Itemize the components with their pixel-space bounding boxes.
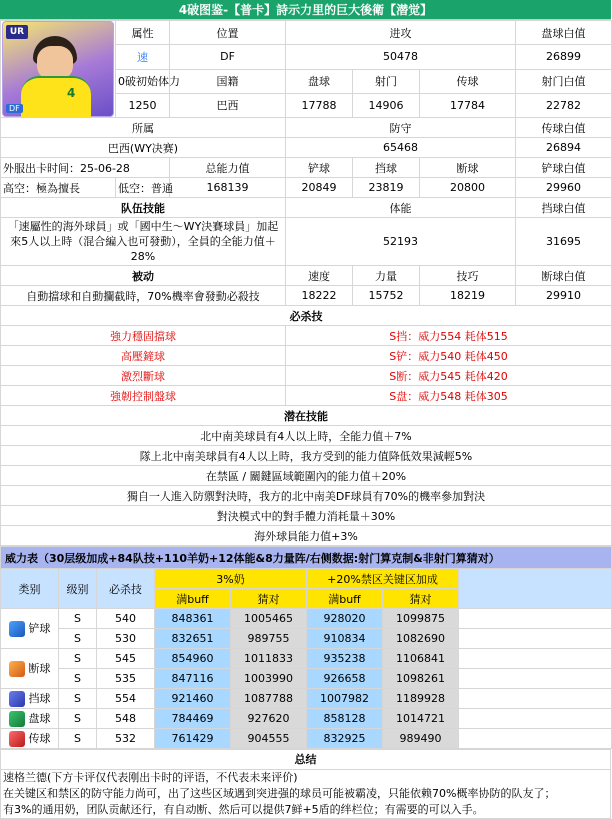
dribble-icon xyxy=(9,711,25,727)
sub-guess: 猜对 xyxy=(383,589,459,609)
tackle-value: 20849 xyxy=(286,178,353,198)
special-stat: S盘：威力548 耗体305 xyxy=(286,386,612,406)
dribble-value: 17788 xyxy=(286,93,353,117)
shoot-value: 14906 xyxy=(353,93,420,117)
special-name: 激烈斷球 xyxy=(1,366,286,386)
nation-value: 巴西 xyxy=(170,93,286,117)
row-v4: 1189928 xyxy=(383,689,459,709)
technique-value: 18219 xyxy=(420,286,516,306)
pass-white-value: 26894 xyxy=(516,138,612,158)
summary-text xyxy=(1,770,611,819)
high-ball: 高空：極為擅長 xyxy=(1,178,116,198)
pass-value: 17784 xyxy=(420,93,516,117)
progress-label: 进攻 xyxy=(286,21,516,45)
pos-label: 位置 xyxy=(170,21,286,45)
latent-item: 海外球員能力值+3% xyxy=(1,526,612,546)
row-empty xyxy=(459,629,612,649)
special-stat: S铲：威力540 耗体450 xyxy=(286,346,612,366)
dribble-white-value: 26899 xyxy=(516,45,612,69)
row-v3: 935238 xyxy=(307,649,383,669)
row-type xyxy=(1,609,59,649)
row-type xyxy=(1,649,59,689)
row-type xyxy=(1,709,59,729)
technique-label: 技巧 xyxy=(420,266,516,286)
row-v4: 1106841 xyxy=(383,649,459,669)
pos-value: DF xyxy=(170,45,286,69)
release-date xyxy=(1,158,170,178)
tackle-white-value: 29960 xyxy=(516,178,612,198)
special-name: 高壓鏟球 xyxy=(1,346,286,366)
summary-table xyxy=(0,749,611,819)
row-level: S xyxy=(59,649,97,669)
col-type: 类别 xyxy=(1,569,59,609)
shoot-label: 射门 xyxy=(353,69,420,93)
speed-value: 18222 xyxy=(286,286,353,306)
row-empty xyxy=(459,669,612,689)
latent-item: 北中南美球員有4人以上時，全能力值＋7% xyxy=(1,426,612,446)
row-level: S xyxy=(59,609,97,629)
power-label: 力量 xyxy=(353,266,420,286)
pass-label: 传球 xyxy=(420,69,516,93)
intercept-white-value: 29910 xyxy=(516,286,612,306)
rarity-badge: UR xyxy=(6,25,28,39)
latent-item: 獨自一人進入防禦對決時，我方的北中南美DF球員有70%的機率參加對決 xyxy=(1,486,612,506)
row-v2: 989755 xyxy=(231,629,307,649)
row-v1: 848361 xyxy=(155,609,231,629)
table-row xyxy=(1,729,612,749)
row-v2: 927620 xyxy=(231,709,307,729)
row-special: 548 xyxy=(97,709,155,729)
row-special: 535 xyxy=(97,669,155,689)
row-v2: 1003990 xyxy=(231,669,307,689)
row-v4: 1098261 xyxy=(383,669,459,689)
row-level: S xyxy=(59,629,97,649)
latent-item: 隊上北中南美球員有4人以上時，我方受到的能力值降低效果減輕5% xyxy=(1,446,612,466)
total-label: 总能力值 xyxy=(170,158,286,178)
row-v3: 1007982 xyxy=(307,689,383,709)
release-value: 25-06-28 xyxy=(80,161,130,175)
row-v1: 832651 xyxy=(155,629,231,649)
row-level: S xyxy=(59,729,97,749)
row-special: 554 xyxy=(97,689,155,709)
speed-label: 速度 xyxy=(286,266,353,286)
nation-label: 国籍 xyxy=(170,69,286,93)
team-stamina-label: 体能 xyxy=(286,198,516,218)
low-ball: 低空：普通 xyxy=(116,178,170,198)
sub-full-buff: 满buff xyxy=(307,589,383,609)
row-special: 530 xyxy=(97,629,155,649)
row-empty xyxy=(459,649,612,669)
latent-label: 潜在技能 xyxy=(1,406,612,426)
progress-value: 50478 xyxy=(286,45,516,69)
player-card[interactable] xyxy=(1,21,116,118)
special-name: 強韌控制盤球 xyxy=(1,386,286,406)
pass-white-label: 传球白值 xyxy=(516,118,612,138)
row-type-label: 传球 xyxy=(28,732,51,745)
row-v4: 1014721 xyxy=(383,709,459,729)
intercept-label: 断球 xyxy=(420,158,516,178)
player-face xyxy=(37,46,73,80)
row-level: S xyxy=(59,669,97,689)
row-type-label: 盘球 xyxy=(28,712,51,725)
stamina-value: 1250 xyxy=(116,93,170,117)
summary-line: 在关键区和禁区的防守能力尚可，出了这些区域遇到突进强的球员可能被霸凌，只能依赖70%概率协防的队友了； xyxy=(3,787,556,800)
summary-line: 有3%的通用奶，团队贡献还行，有自动断、然后可以提供7鲜+5盾的绊栏位；有需要的可以入手。 xyxy=(3,803,484,816)
power-table xyxy=(0,546,612,749)
row-v3: 910834 xyxy=(307,629,383,649)
row-type-label: 铲球 xyxy=(28,622,51,635)
block-white-label: 挡球白值 xyxy=(516,198,612,218)
row-v3: 858128 xyxy=(307,709,383,729)
total-value: 168139 xyxy=(170,178,286,198)
row-v3: 928020 xyxy=(307,609,383,629)
row-special: 540 xyxy=(97,609,155,629)
block-label: 挡球 xyxy=(353,158,420,178)
team-value: 巴西(WY决赛) xyxy=(1,138,286,158)
summary-line: 速格兰德(下方卡评仅代表刚出卡时的评语，不代表未来评价) xyxy=(3,771,298,784)
row-empty xyxy=(459,609,612,629)
row-v1: 847116 xyxy=(155,669,231,689)
power-table-spacer xyxy=(459,569,612,609)
shoot-white-value: 22782 xyxy=(516,93,612,117)
team-skill-text: 「速屬性的海外球員」或「國中生～WY決賽球員」加起來5人以上時（混合編入也可發動），全員的全能力值＋28% xyxy=(1,218,286,266)
passive-label: 被动 xyxy=(1,266,286,286)
defense-label: 防守 xyxy=(286,118,516,138)
attr-value: 速 xyxy=(116,45,170,69)
team-label: 所属 xyxy=(1,118,286,138)
intercept-icon xyxy=(9,661,25,677)
block-value: 23819 xyxy=(353,178,420,198)
special-label: 必杀技 xyxy=(1,306,612,326)
table-row xyxy=(1,689,612,709)
player-shirt xyxy=(21,76,91,118)
group-milk: 3%奶 xyxy=(155,569,307,589)
table-row xyxy=(1,709,612,729)
dribble-label: 盘球 xyxy=(286,69,353,93)
shoot-white-label: 射门白值 xyxy=(516,69,612,93)
info-table xyxy=(0,20,612,546)
sub-guess: 猜对 xyxy=(231,589,307,609)
table-row xyxy=(1,669,612,689)
page-title: 4破图鉴-【普卡】詩示力里的巨大後衛【潜觉】 xyxy=(0,0,611,20)
intercept-value: 20800 xyxy=(420,178,516,198)
row-v4: 989490 xyxy=(383,729,459,749)
row-type-label: 断球 xyxy=(28,662,51,675)
col-level: 级别 xyxy=(59,569,97,609)
latent-item: 在禁區 / 關鍵區域範圍內的能力值＋20% xyxy=(1,466,612,486)
special-stat: S挡：威力554 耗体515 xyxy=(286,326,612,346)
row-v2: 1011833 xyxy=(231,649,307,669)
jersey-number: 4 xyxy=(67,86,76,100)
row-level: S xyxy=(59,709,97,729)
row-type xyxy=(1,729,59,749)
col-special: 必杀技 xyxy=(97,569,155,609)
row-v2: 1005465 xyxy=(231,609,307,629)
row-v2: 1087788 xyxy=(231,689,307,709)
row-special: 532 xyxy=(97,729,155,749)
table-row xyxy=(1,609,612,629)
row-empty xyxy=(459,709,612,729)
block-icon xyxy=(9,691,25,707)
row-v1: 761429 xyxy=(155,729,231,749)
defense-value: 65468 xyxy=(286,138,516,158)
row-special: 545 xyxy=(97,649,155,669)
power-table-title: 威力表（30层级加成+84队技+110羊奶+12体能&8力量阵/右侧数据:射门算克制&非射门算猜对） xyxy=(1,547,612,569)
special-name: 強力穩固擋球 xyxy=(1,326,286,346)
tackle-white-label: 铲球白值 xyxy=(516,158,612,178)
special-stat: S断：威力545 耗体420 xyxy=(286,366,612,386)
row-v3: 926658 xyxy=(307,669,383,689)
row-v4: 1082690 xyxy=(383,629,459,649)
summary-label: 总结 xyxy=(1,750,611,770)
row-v4: 1099875 xyxy=(383,609,459,629)
row-type-label: 挡球 xyxy=(28,692,51,705)
team-skill-label: 队伍技能 xyxy=(1,198,286,218)
passive-text: 自動擋球和自動攔截時，70%機率會發動必殺技 xyxy=(1,286,286,306)
block-white-value: 31695 xyxy=(516,218,612,266)
row-v2: 904555 xyxy=(231,729,307,749)
team-stamina-value: 52193 xyxy=(286,218,516,266)
stamina-label: 0破初始体力 xyxy=(116,69,170,93)
group-zone: +20%禁区关键区加成 xyxy=(307,569,459,589)
row-v1: 921460 xyxy=(155,689,231,709)
table-row xyxy=(1,649,612,669)
tackle-icon xyxy=(9,621,25,637)
row-level: S xyxy=(59,689,97,709)
table-row xyxy=(1,629,612,649)
row-empty xyxy=(459,729,612,749)
row-v1: 854960 xyxy=(155,649,231,669)
power-value: 15752 xyxy=(353,286,420,306)
row-empty xyxy=(459,689,612,709)
player-portrait xyxy=(2,21,114,117)
row-v3: 832925 xyxy=(307,729,383,749)
latent-item: 對決模式中的對手體力消耗量＋30% xyxy=(1,506,612,526)
sub-full-buff: 满buff xyxy=(155,589,231,609)
row-v1: 784469 xyxy=(155,709,231,729)
release-label: 外服出卡时间： xyxy=(3,161,80,175)
tackle-label: 铲球 xyxy=(286,158,353,178)
row-type xyxy=(1,689,59,709)
attr-label: 属性 xyxy=(116,21,170,45)
position-badge: DF xyxy=(6,104,23,113)
intercept-white-label: 断球白值 xyxy=(516,266,612,286)
pass-icon xyxy=(9,731,25,747)
dribble-white-label: 盘球白值 xyxy=(516,21,612,45)
